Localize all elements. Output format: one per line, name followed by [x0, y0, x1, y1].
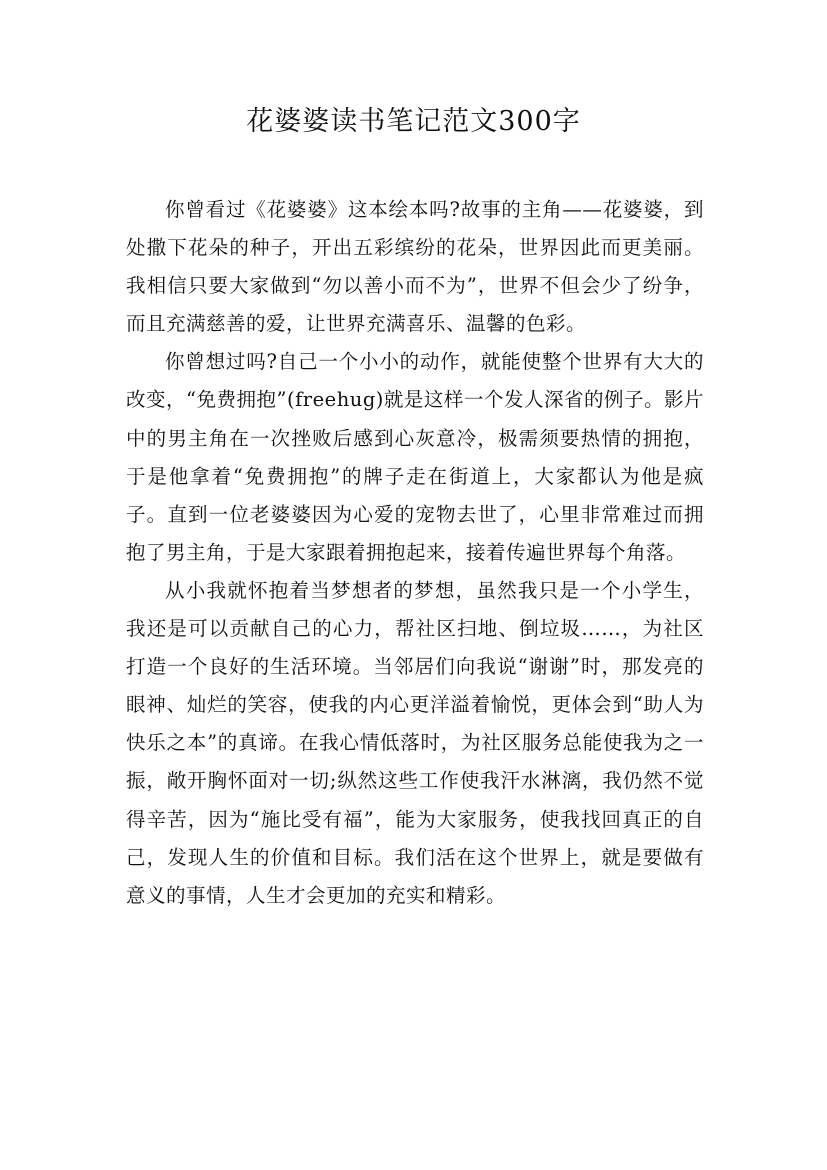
paragraph-1: 你曾看过《花婆婆》这本绘本吗?故事的主角——花婆婆，到处撒下花朵的种子，开出五彩缤纷的花朵，世界因此而更美丽。我相信只要大家做到“勿以善小而不为”，世界不但会少了纷争，而且充满慈善的爱，让世界充满喜乐、温馨的色彩。 [126, 198, 704, 336]
paragraph-3: 从小我就怀抱着当梦想者的梦想，虽然我只是一个小学生，我还是可以贡献自己的心力，帮社区扫地、倒垃圾……，为社区打造一个良好的生活环境。当邻居们向我说“谢谢”时，那发亮的眼神、灿烂的笑容，使我的内心更洋溢着愉悦，更体会到“助人为快乐之本”的真谛。在我心情低落时，为社区服务总能使我为之一振，敞开胸怀面对一切;纵然这些工作使我汗水淋漓，我仍然不觉得辛苦，因为“施比受有福”，能为大家服务，使我找回真正的自己，发现人生的价值和目标。我们活在这个世界上，就是要做有意义的事情，人生才会更加的充实和精彩。 [126, 578, 704, 907]
page-title: 花婆婆读书笔记范文300字 [246, 106, 581, 137]
article-body [126, 191, 704, 915]
paragraph-2: 你曾想过吗?自己一个小小的动作，就能使整个世界有大大的改变，“免费拥抱”(freehug)就是这样一个发人深省的例子。影片中的男主角在一次挫败后感到心灰意冷，极需须要热情的拥抱，于是他拿着“免费拥抱”的牌子走在街道上，大家都认为他是疯子。直到一位老婆婆因为心爱的宠物去世了，心里非常难过而拥抱了男主角，于是大家跟着拥抱起来，接着传遍世界每个角落。 [126, 350, 704, 564]
